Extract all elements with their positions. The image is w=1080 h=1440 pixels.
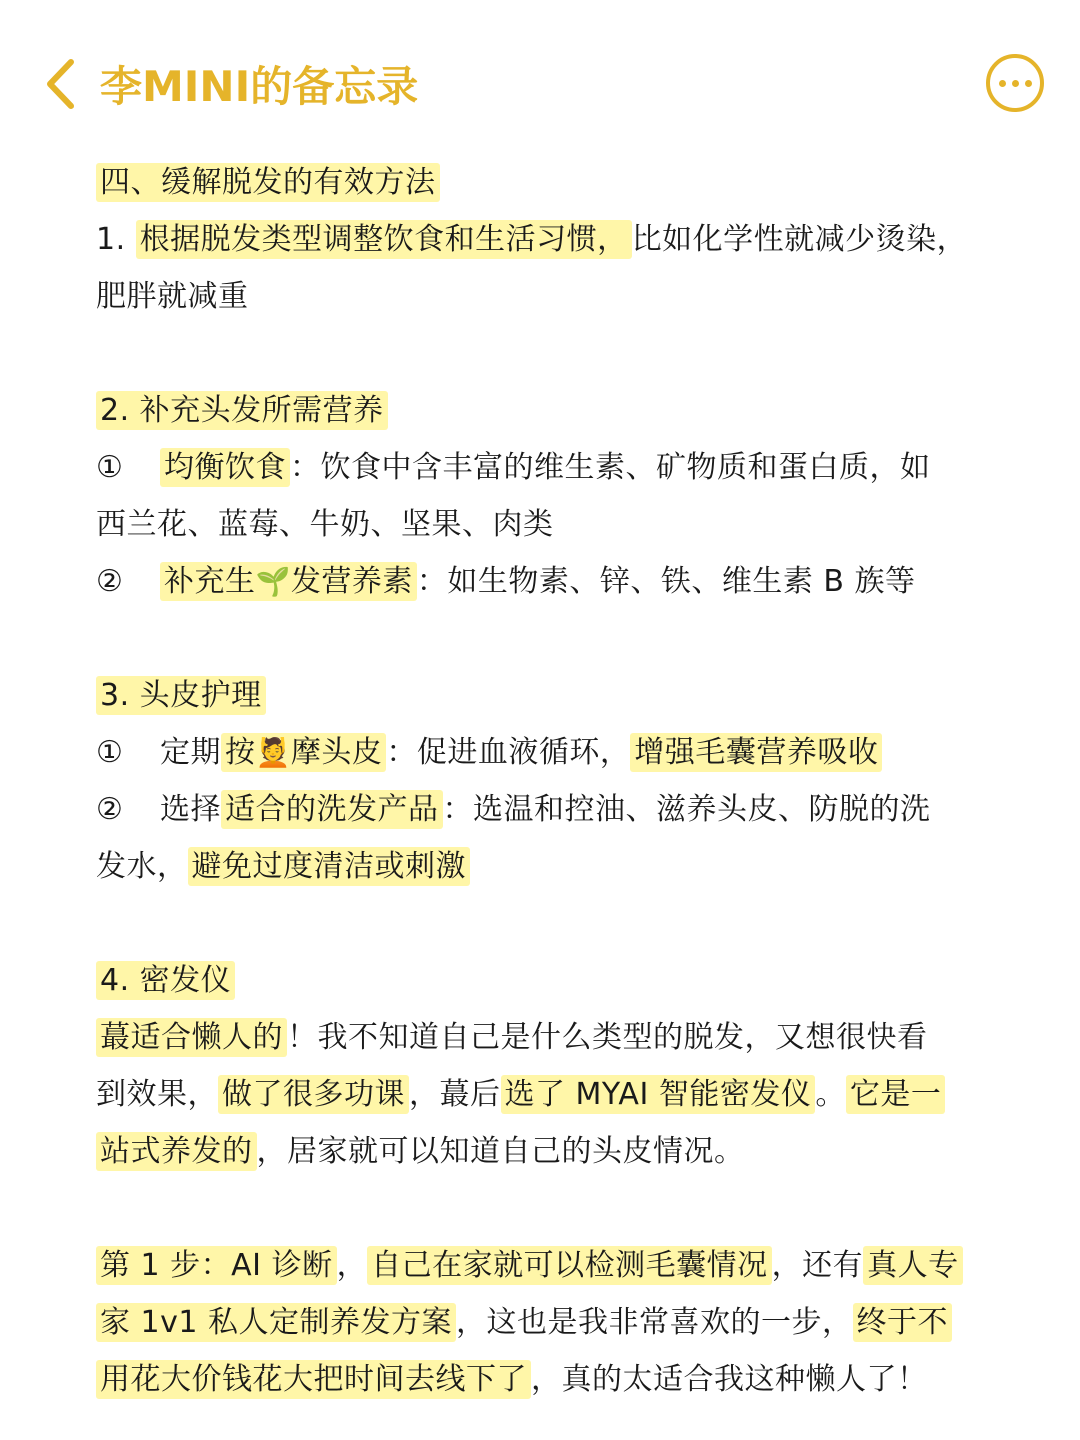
text: ，还有 xyxy=(771,1248,864,1283)
text: ，居家就可以知道自己的头皮情况。 xyxy=(256,1134,745,1169)
highlight: 站式养发的 xyxy=(96,1132,257,1171)
text: 发营养素 xyxy=(290,564,413,599)
section-title xyxy=(96,952,996,1009)
paragraph xyxy=(96,1237,996,1408)
list-number: ② xyxy=(96,564,124,599)
list-item xyxy=(96,439,996,553)
highlight: 自己在家就可以检测毛囊情况 xyxy=(367,1246,772,1285)
list-number: ① xyxy=(96,735,124,770)
page-title: 李MINI的备忘录 xyxy=(100,62,419,111)
section-title xyxy=(96,382,996,439)
highlight: 四、缓解脱发的有效方法 xyxy=(96,163,440,202)
text: ：如生物素、锌、铁、维生素 B 族等 xyxy=(416,564,916,599)
text: 补充生 xyxy=(164,564,256,599)
text: 到效果， xyxy=(96,1077,218,1112)
paragraph xyxy=(96,211,996,325)
text: 发水， xyxy=(96,849,188,884)
text: ：选温和控油、滋养头皮、防脱的洗 xyxy=(442,792,931,827)
more-dot xyxy=(1025,80,1032,87)
highlight: 第 1 步：AI 诊断 xyxy=(96,1246,337,1285)
more-dot xyxy=(1012,80,1019,87)
highlight: 增强毛囊营养吸收 xyxy=(630,733,882,772)
text: ，蕞后 xyxy=(409,1077,501,1112)
highlight: 家 1v1 私人定制养发方案 xyxy=(96,1303,456,1342)
highlight: 2. 补充头发所需营养 xyxy=(96,391,388,430)
note-content xyxy=(96,154,996,1408)
text: 肥胖就减重 xyxy=(96,279,249,314)
highlight: 均衡饮食 xyxy=(160,448,290,487)
list-number: ② xyxy=(96,792,124,827)
highlight: 适合的洗发产品 xyxy=(221,790,443,829)
seedling-icon: 🌱 xyxy=(255,565,291,598)
paragraph xyxy=(96,1009,996,1180)
section-title xyxy=(96,667,996,724)
highlight: 3. 头皮护理 xyxy=(96,676,266,715)
highlight: 它是一 xyxy=(846,1075,946,1114)
text: ：促进血液循环， xyxy=(386,735,631,770)
highlight: 选了 MYAI 智能密发仪 xyxy=(501,1075,816,1114)
more-horizontal-icon xyxy=(999,80,1006,87)
text: ，这也是我非常喜欢的一步， xyxy=(456,1305,853,1340)
text: ，真的太适合我这种懒人了！ xyxy=(531,1362,928,1397)
highlight xyxy=(160,562,417,601)
text: 比如化学性就减少烫染， xyxy=(631,222,968,257)
highlight: 根据脱发类型调整饮食和生活习惯， xyxy=(136,220,632,259)
highlight: 用花大价钱花大把时间去线下了 xyxy=(96,1360,531,1399)
text: 。 xyxy=(815,1077,846,1112)
highlight: 做了很多功课 xyxy=(218,1075,409,1114)
back-button[interactable] xyxy=(38,56,82,112)
list-item xyxy=(96,781,996,895)
list-item xyxy=(96,724,996,781)
section-title xyxy=(96,154,996,211)
highlight: 终于不 xyxy=(853,1303,953,1342)
highlight: 避免过度清洁或刺激 xyxy=(188,847,471,886)
highlight xyxy=(221,733,386,772)
text: 按 xyxy=(225,735,256,770)
header xyxy=(0,0,1080,150)
text: 1. xyxy=(96,222,136,257)
highlight: 4. 密发仪 xyxy=(96,961,235,1000)
highlight: 真人专 xyxy=(863,1246,963,1285)
chevron-left-icon xyxy=(43,58,77,110)
text: ！我不知道自己是什么类型的脱发，又想很快看 xyxy=(287,1020,928,1055)
text: 摩头皮 xyxy=(290,735,383,770)
text: 选择 xyxy=(160,792,221,827)
highlight: 蕞适合懒人的 xyxy=(96,1018,287,1057)
text: 定期 xyxy=(160,735,221,770)
text: 西兰花、蓝莓、牛奶、坚果、肉类 xyxy=(96,507,554,542)
massage-icon: 💆 xyxy=(255,736,291,769)
text: ， xyxy=(336,1248,368,1283)
more-button[interactable] xyxy=(986,54,1044,112)
list-number: ① xyxy=(96,450,124,485)
text: ：饮食中含丰富的维生素、矿物质和蛋白质，如 xyxy=(290,450,931,485)
list-item xyxy=(96,553,996,610)
